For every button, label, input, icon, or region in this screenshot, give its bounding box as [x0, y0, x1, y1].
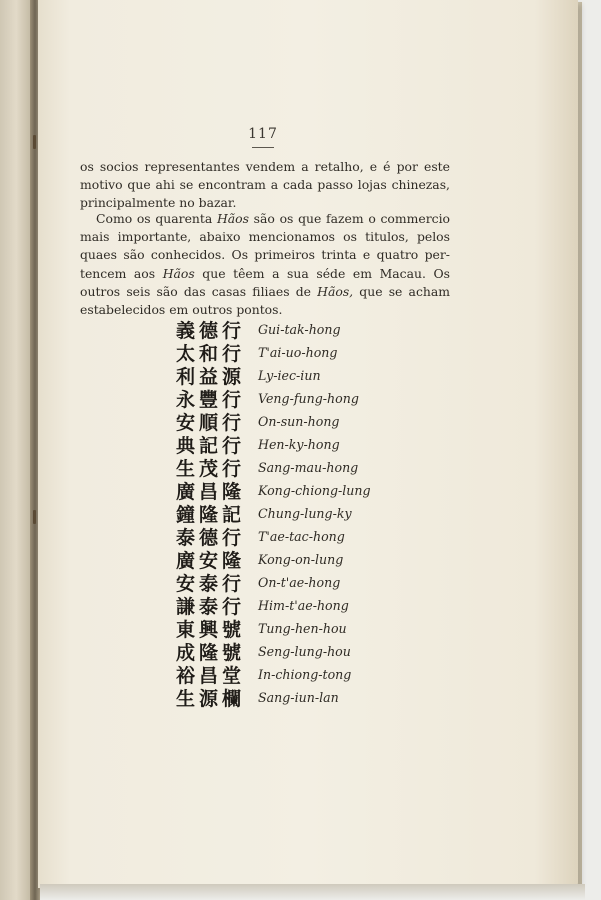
- list-item: [176, 686, 396, 709]
- italic-term: Hãos: [216, 211, 249, 226]
- romanized-name: T'ae-tac-hong: [258, 529, 345, 544]
- chinese-name: 典記行: [176, 435, 246, 457]
- chinese-name: 廣安隆: [176, 550, 246, 572]
- romanized-name: Kong-chiong-lung: [258, 483, 371, 498]
- chinese-name: 裕昌堂: [176, 665, 246, 687]
- text-line: motivo que ahi se encontram a cada passo lojas chinezas,: [80, 177, 450, 193]
- romanized-name: Chung-lung-ky: [258, 506, 352, 521]
- romanized-name: Hen-ky-hong: [258, 437, 340, 452]
- chinese-name: 鐘隆記: [176, 504, 246, 526]
- list-item: [176, 571, 396, 594]
- list-item: [176, 318, 396, 341]
- romanized-name: On-t'ae-hong: [258, 575, 341, 590]
- list-item: [176, 663, 396, 686]
- list-item: [176, 502, 396, 525]
- text-span: outros seis são das casas filiaes de: [80, 283, 318, 299]
- text-span: Como os quarenta: [96, 211, 217, 226]
- list-item: [176, 456, 396, 479]
- page-number-rule: [252, 147, 274, 148]
- chinese-name: 廣昌隆: [176, 481, 246, 503]
- romanized-name: Ly-iec-iun: [258, 368, 321, 383]
- list-item: [176, 640, 396, 663]
- romanized-name: T'ai-uo-hong: [258, 345, 338, 360]
- list-item: [176, 387, 396, 410]
- romanized-name: Sang-mau-hong: [258, 460, 359, 475]
- list-item: [176, 525, 396, 548]
- text-line: [80, 265, 450, 283]
- italic-term: Hãos: [162, 265, 195, 281]
- text-span: tencem aos: [80, 265, 163, 281]
- chinese-name: 安順行: [176, 412, 246, 434]
- text-line: [80, 283, 450, 301]
- list-item: [176, 617, 396, 640]
- paragraph-2: [80, 210, 450, 319]
- text-line: principalmente no bazar.: [80, 195, 237, 211]
- romanized-name: On-sun-hong: [258, 414, 340, 429]
- chinese-name: 生源欄: [176, 688, 246, 710]
- list-item: [176, 479, 396, 502]
- chinese-name: 永豐行: [176, 389, 246, 411]
- house-list: [176, 318, 396, 709]
- list-item: [176, 548, 396, 571]
- text-span: que têem a sua séde em Macau. Os: [194, 265, 450, 281]
- binding-stitch: [33, 135, 36, 149]
- paragraph-1: [80, 158, 450, 213]
- italic-term: Hãos,: [317, 283, 354, 299]
- chinese-name: 義德行: [176, 320, 246, 342]
- chinese-name: 東興號: [176, 619, 246, 641]
- text-span: são os que fazem o commercio: [248, 211, 450, 226]
- chinese-name: 安泰行: [176, 573, 246, 595]
- list-item: [176, 410, 396, 433]
- romanized-name: Him-t'ae-hong: [258, 598, 349, 613]
- chinese-name: 利益源: [176, 366, 246, 388]
- romanized-name: Kong-on-lung: [258, 552, 344, 567]
- romanized-name: Seng-lung-hou: [258, 644, 351, 659]
- list-item: [176, 433, 396, 456]
- text-line: quaes são conhecidos. Os primeiros trinta e quatro per-: [80, 247, 450, 263]
- chinese-name: 謙泰行: [176, 596, 246, 618]
- romanized-name: Sang-iun-lan: [258, 690, 339, 705]
- chinese-name: 太和行: [176, 343, 246, 365]
- chinese-name: 成隆號: [176, 642, 246, 664]
- binding-stitch: [33, 510, 36, 524]
- list-item: [176, 594, 396, 617]
- text-line: mais importante, abaixo mencionamos os titulos, pelos: [80, 229, 450, 245]
- text-line: estabelecidos em outros pontos.: [80, 302, 283, 318]
- page-number: 117: [248, 126, 278, 142]
- text-line: [80, 210, 450, 228]
- romanized-name: Tung-hen-hou: [258, 621, 347, 636]
- chinese-name: 泰德行: [176, 527, 246, 549]
- romanized-name: In-chiong-tong: [258, 667, 352, 682]
- text-span: que se acham: [353, 283, 450, 299]
- text-line: os socios representantes vendem a retalho, e é por este: [80, 159, 450, 174]
- list-item: [176, 364, 396, 387]
- list-item: [176, 341, 396, 364]
- romanized-name: Veng-fung-hong: [258, 391, 359, 406]
- chinese-name: 生茂行: [176, 458, 246, 480]
- page-shadow: [40, 884, 585, 900]
- romanized-name: Gui-tak-hong: [258, 322, 341, 337]
